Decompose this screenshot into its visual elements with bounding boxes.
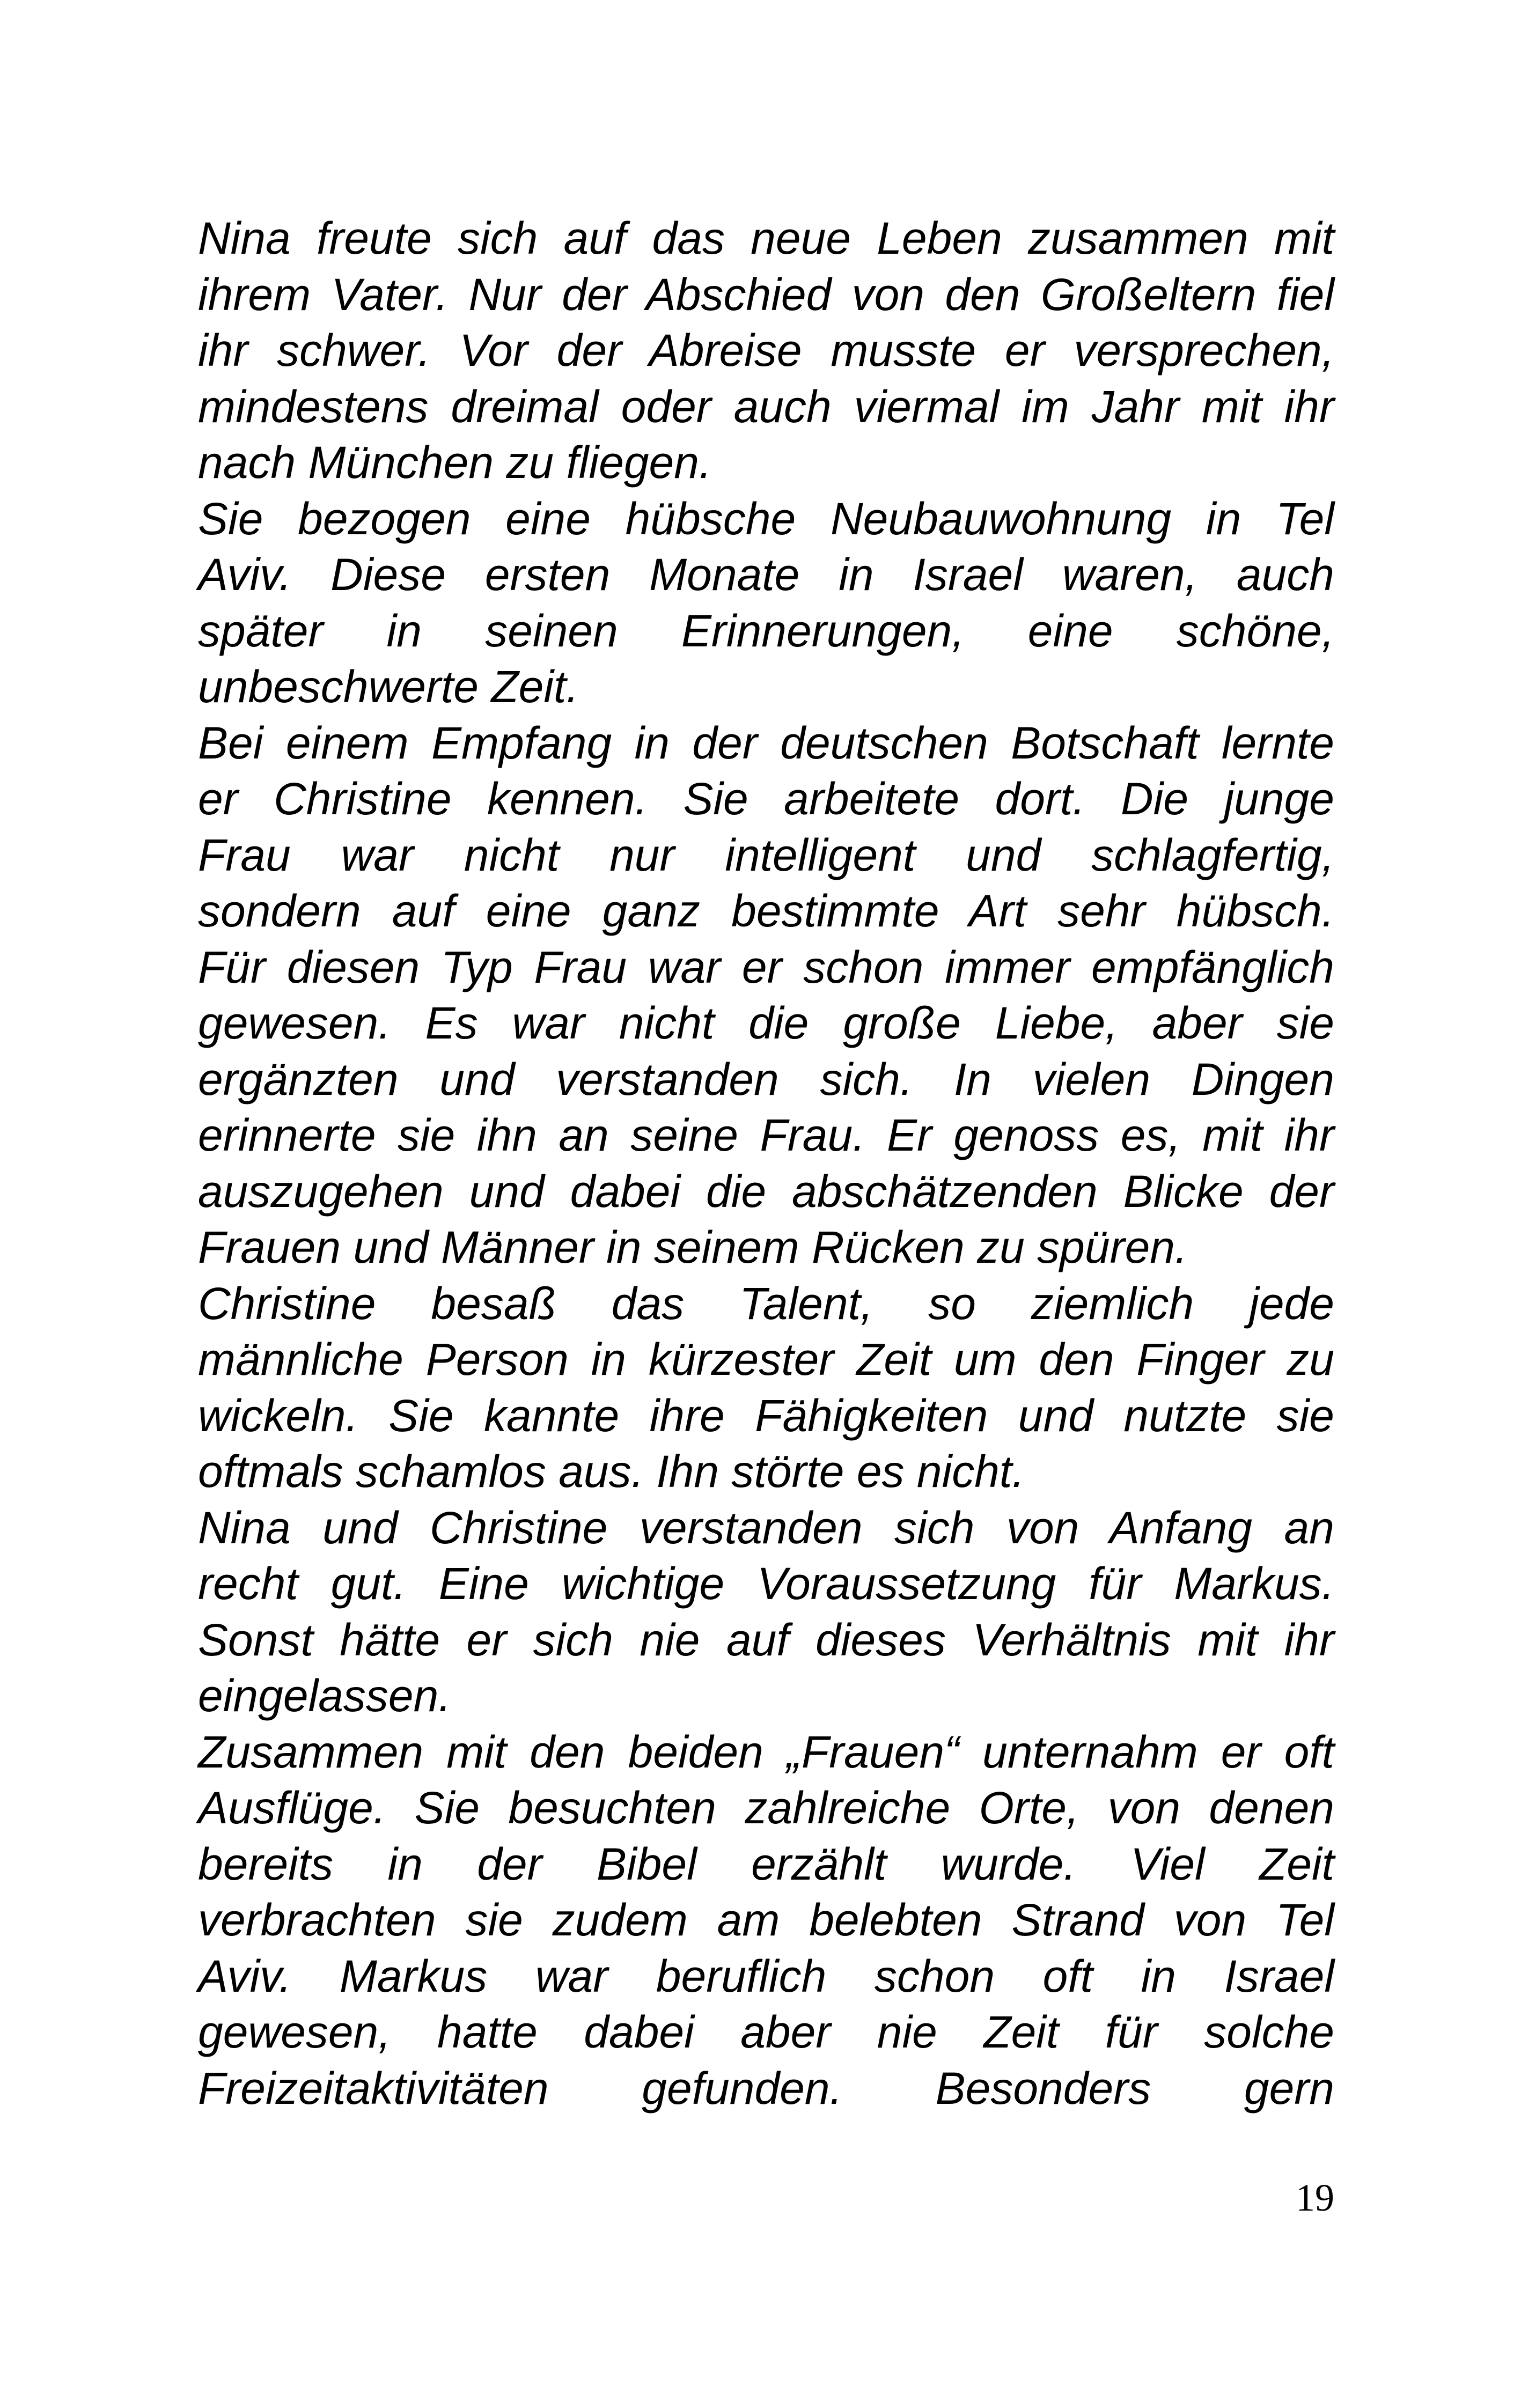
text-line: Sie bezogen eine hübsche Neubauwohnung in Tel [198,493,1334,544]
text-line: Freizeitaktivitäten gefunden. Besonders gern [198,2063,1334,2114]
text-line: bereits in der Bibel erzählt wurde. Viel Zeit [198,1838,1334,1889]
text-line: Aviv. Markus war beruflich schon oft in Israel [198,1950,1334,2001]
body-text [198,210,1334,2116]
text-line: Frau war nicht nur intelligent und schlagfertig, [198,829,1334,880]
text-line: Christine besaß das Talent, so ziemlich jede [198,1278,1334,1329]
text-line: mindestens dreimal oder auch viermal im Jahr mit ihr [198,381,1334,432]
text-line: recht gut. Eine wichtige Voraussetzung für Markus. [198,1558,1334,1609]
text-line: Frauen und Männer in seinem Rücken zu spüren. [198,1222,1188,1272]
text-line: unbeschwerte Zeit. [198,661,579,712]
text-line: auszugehen und dabei die abschätzenden Blicke der [198,1166,1334,1217]
text-line: sondern auf eine ganz bestimmte Art sehr hübsch. [198,886,1334,936]
text-line: Zusammen mit den beiden „Frauen“ unternahm er oft [198,1726,1334,1777]
page-number: 19 [1296,2176,1334,2219]
text-line: gewesen, hatte dabei aber nie Zeit für solche [198,2007,1334,2057]
text-line: Sonst hätte er sich nie auf dieses Verhältnis mit ihr [198,1614,1334,1665]
text-line: er Christine kennen. Sie arbeitete dort. Die junge [198,774,1334,824]
text-line: später in seinen Erinnerungen, eine schöne, [198,605,1334,656]
text-line: erinnerte sie ihn an seine Frau. Er genoss es, mit ihr [198,1110,1334,1160]
text-line: ihr schwer. Vor der Abreise musste er versprechen, [198,325,1334,375]
text-line: ihrem Vater. Nur der Abschied von den Großeltern fiel [198,269,1334,320]
text-line: männliche Person in kürzester Zeit um den Finger zu [198,1334,1334,1385]
text-line: nach München zu fliegen. [198,437,712,488]
text-line: oftmals schamlos aus. Ihn störte es nicht. [198,1446,1025,1497]
text-line: Für diesen Typ Frau war er schon immer empfänglich [198,941,1334,992]
text-line: Bei einem Empfang in der deutschen Botschaft lernte [198,717,1334,768]
text-line: verbrachten sie zudem am belebten Strand von Tel [198,1895,1334,1945]
text-line: Aviv. Diese ersten Monate in Israel waren, auch [198,549,1334,600]
text-line: Ausflüge. Sie besuchten zahlreiche Orte, von denen [198,1783,1334,1833]
text-line: eingelassen. [198,1670,451,1721]
text-line: gewesen. Es war nicht die große Liebe, aber sie [198,998,1334,1048]
text-line: Nina und Christine verstanden sich von Anfang an [198,1502,1334,1553]
text-line: wickeln. Sie kannte ihre Fähigkeiten und nutzte sie [198,1390,1334,1441]
text-line: Nina freute sich auf das neue Leben zusammen mit [198,213,1334,263]
text-line: ergänzten und verstanden sich. In vielen Dingen [198,1054,1334,1104]
